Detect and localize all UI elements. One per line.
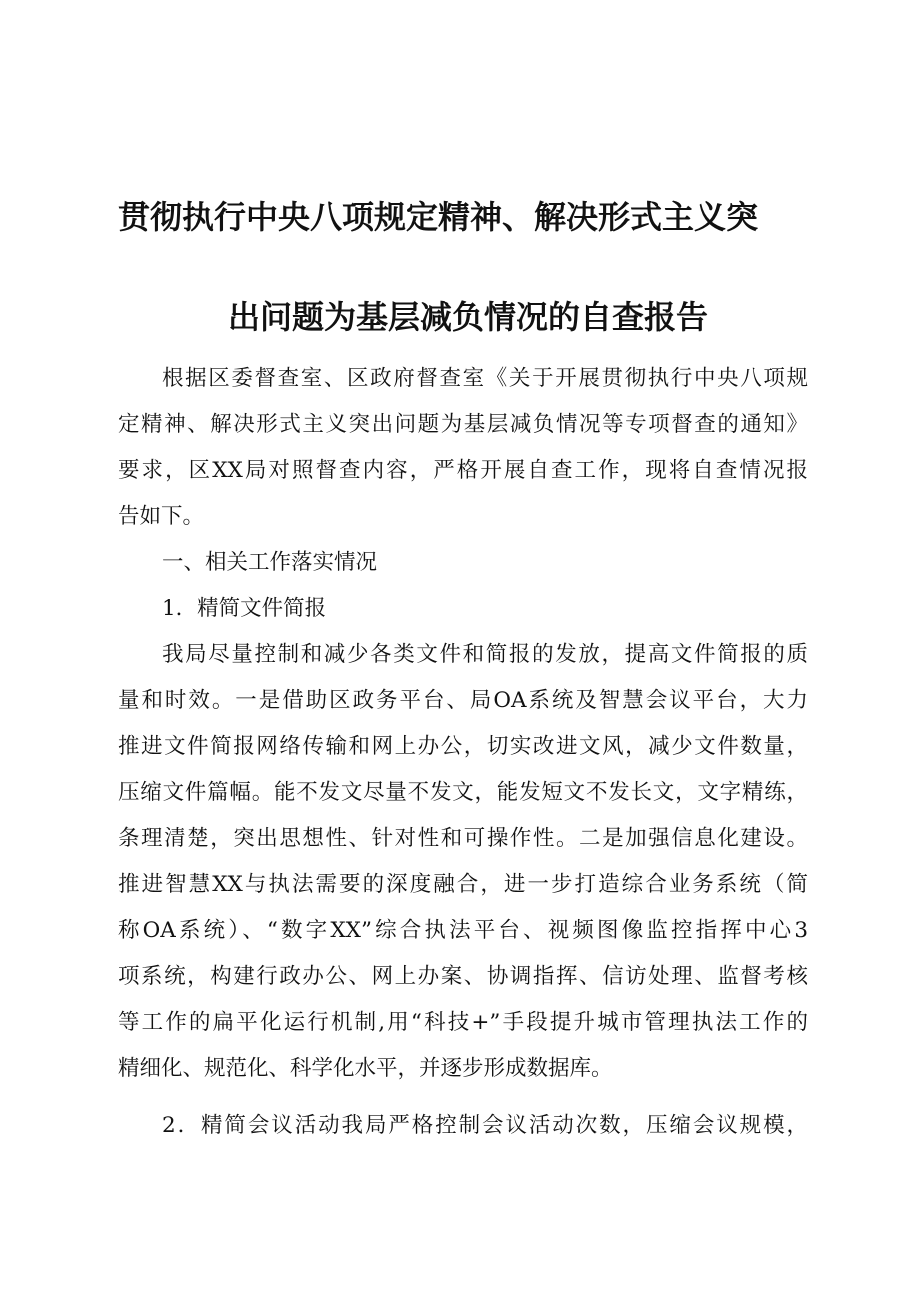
body-line: 精细化、规范化、科学化水平，并逐步形成数据库。: [118, 1056, 613, 1081]
body-line: 等工作的扁平化运行机制,用“科技+”手段提升城市管理执法工作的: [118, 1010, 808, 1035]
body-line: 条理清楚，突出思想性、针对性和可操作性。二是加强信息化建设。: [118, 826, 808, 851]
body-line: 称OA系统）、“数字XX”综合执法平台、视频图像监控指挥中心3: [118, 918, 808, 943]
body-line: 推进智慧XX与执法需要的深度融合，进一步打造综合业务系统（简: [118, 872, 808, 897]
document-title-line-1: 贯彻执行中央八项规定精神、解决形式主义突: [118, 198, 759, 236]
item-heading: 2．精简会议活动我局严格控制会议活动次数，压缩会议规模，: [162, 1113, 808, 1138]
intro-line: 定精神、解决形式主义突出问题为基层减负情况等专项督查的通知》: [118, 412, 808, 437]
body-line: 项系统，构建行政办公、网上办案、协调指挥、信访处理、监督考核: [118, 964, 808, 989]
intro-line: 要求，区XX局对照督查内容，严格开展自查工作，现将自查情况报: [118, 458, 808, 483]
document-title-line-2: 出问题为基层减负情况的自查报告: [228, 298, 709, 336]
body-line: 推进文件简报网络传输和网上办公，切实改进文风，减少文件数量，: [118, 734, 808, 759]
body-line: 我局尽量控制和减少各类文件和简报的发放，提高文件简报的质: [162, 642, 808, 667]
section-heading: 一、相关工作落实情况: [162, 550, 378, 575]
intro-line: 告如下。: [118, 504, 205, 529]
item-heading: 1．精简文件简报: [162, 596, 327, 621]
body-line: 压缩文件篇幅。能不发文尽量不发文，能发短文不发长文，文字精练，: [118, 780, 808, 805]
body-line: 量和时效。一是借助区政务平台、局OA系统及智慧会议平台，大力: [118, 688, 808, 713]
intro-line: 根据区委督查室、区政府督查室《关于开展贯彻执行中央八项规: [162, 366, 808, 391]
